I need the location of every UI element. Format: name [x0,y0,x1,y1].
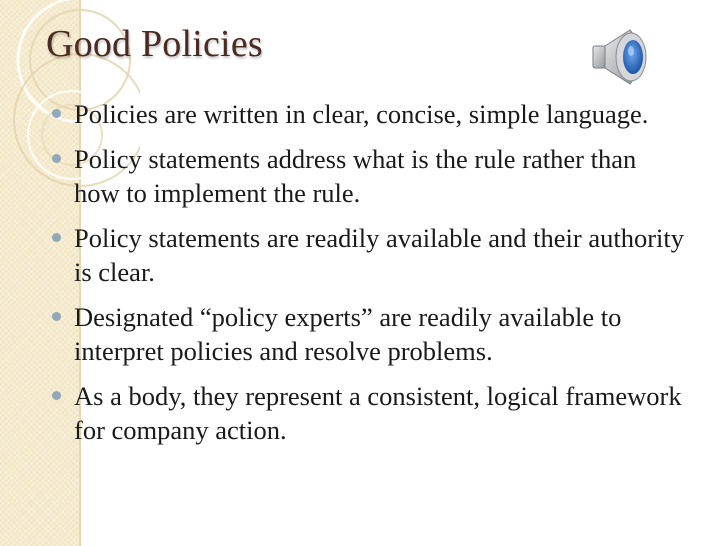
bullet-dot-icon [52,109,61,118]
bullet-text: Policy statements are readily available and their authority is clear. [74,223,685,287]
bullet-dot-icon [52,312,61,321]
bullet-list [48,97,688,458]
bullet-text: As a body, they represent a consistent, logical framework for company action. [74,381,682,445]
bullet-dot-icon [52,154,61,163]
bullet-text: Designated “policy experts” are readily available to interpret policies and resolve problems. [74,302,622,366]
bullet-dot-icon [52,391,61,400]
slide-title: Good Policies [46,23,263,65]
bullet-text: Policy statements address what is the rule rather than how to implement the rule. [74,144,637,208]
bullet-item [48,142,688,210]
bullet-item [48,97,688,131]
speaker-icon[interactable] [590,26,656,88]
bullet-item [48,379,688,447]
bullet-item [48,221,688,289]
bullet-item [48,300,688,368]
bullet-dot-icon [52,233,61,242]
bullet-text: Policies are written in clear, concise, simple language. [74,99,649,129]
